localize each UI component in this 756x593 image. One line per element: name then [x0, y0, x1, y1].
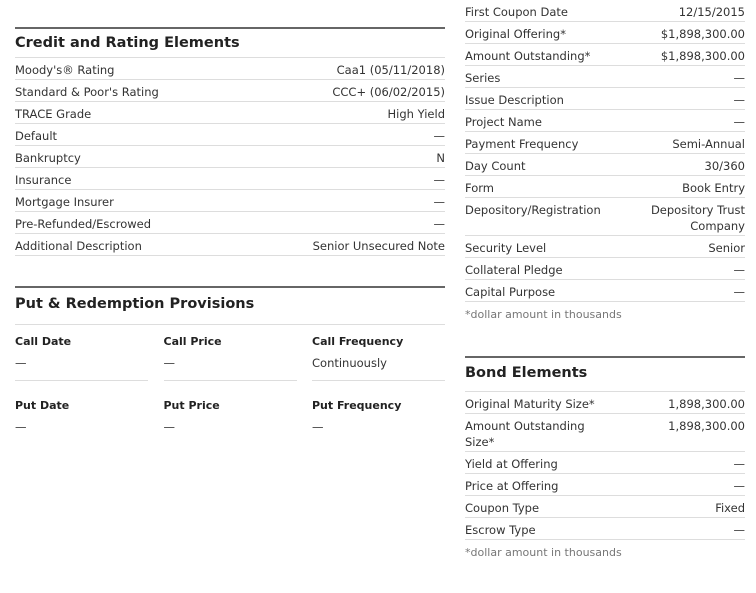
section-title: Credit and Rating Elements — [15, 29, 445, 58]
row-value: — — [433, 217, 445, 231]
call-frequency-cell — [312, 325, 445, 381]
collateral-pledge-row — [465, 258, 745, 280]
row-value: Depository Trust Company — [650, 203, 745, 233]
row-value: 1,898,300.00 — [668, 419, 745, 433]
row-label: Mortgage Insurer — [15, 195, 114, 209]
row-label: Standard & Poor's Rating — [15, 85, 159, 99]
row-label: Issue Description — [465, 93, 564, 107]
payment-frequency-row — [465, 132, 745, 154]
footnote: *dollar amount in thousands — [465, 308, 622, 321]
row-label: Security Level — [465, 241, 547, 255]
series-row — [465, 66, 745, 88]
capital-purpose-row — [465, 280, 745, 302]
row-value: — — [733, 93, 745, 107]
original-offering-row — [465, 22, 745, 44]
security-level-row — [465, 236, 745, 258]
row-value: — — [733, 71, 745, 85]
row-label: Project Name — [465, 115, 542, 129]
call-date-label: Call Date — [15, 335, 72, 348]
footnote: *dollar amount in thousands — [465, 546, 622, 559]
put-redemption-section — [15, 286, 445, 444]
put-price-label: Put Price — [163, 399, 220, 412]
section-title: Put & Redemption Provisions — [15, 288, 445, 325]
day-count-row — [465, 154, 745, 176]
row-label: Original Maturity Size* — [465, 397, 595, 411]
row-label: Insurance — [15, 173, 72, 187]
form-row — [465, 176, 745, 198]
call-frequency-label: Call Frequency — [312, 335, 404, 348]
row-label: Collateral Pledge — [465, 263, 563, 277]
original-maturity-size-row — [465, 392, 745, 414]
first-coupon-date-row — [465, 0, 745, 22]
row-value: 12/15/2015 — [678, 5, 745, 19]
right-column — [465, 0, 745, 559]
project-name-row — [465, 110, 745, 132]
bond-elements-section — [465, 356, 745, 559]
row-value: Book Entry — [682, 181, 745, 195]
sp-rating-row — [15, 80, 445, 102]
call-date-value: — — [15, 356, 27, 370]
row-value: 1,898,300.00 — [668, 397, 745, 411]
row-label: Amount Outstanding* — [465, 49, 591, 63]
row-label: Payment Frequency — [465, 137, 579, 151]
row-label: Form — [465, 181, 494, 195]
row-value: Caa1 (05/11/2018) — [336, 63, 445, 77]
call-price-cell — [164, 325, 297, 381]
issue-description-row — [465, 88, 745, 110]
row-value: 30/360 — [704, 159, 745, 173]
price-at-offering-row — [465, 474, 745, 496]
row-value: Semi-Annual — [672, 137, 745, 151]
row-label: First Coupon Date — [465, 5, 568, 19]
row-value: $1,898,300.00 — [660, 49, 745, 63]
row-label: Default — [15, 129, 58, 143]
row-value: — — [433, 195, 445, 209]
row-label: Pre-Refunded/Escrowed — [15, 217, 152, 231]
row-value: — — [733, 263, 745, 277]
moodys-rating-row — [15, 58, 445, 80]
row-label: Additional Description — [15, 239, 142, 253]
yield-at-offering-row — [465, 452, 745, 474]
row-value: High Yield — [387, 107, 445, 121]
row-value: Senior Unsecured Note — [312, 239, 445, 253]
row-value: — — [433, 129, 445, 143]
call-price-label: Call Price — [163, 335, 222, 348]
row-label: Series — [465, 71, 501, 85]
amount-outstanding-row — [465, 44, 745, 66]
row-value: $1,898,300.00 — [660, 27, 745, 41]
put-provisions-row — [15, 389, 445, 444]
trace-grade-row — [15, 102, 445, 124]
row-value: N — [436, 151, 445, 165]
row-label: TRACE Grade — [15, 107, 92, 121]
put-frequency-value: — — [312, 420, 324, 434]
left-column — [15, 0, 445, 444]
row-label: Escrow Type — [465, 523, 536, 537]
put-date-cell — [15, 389, 148, 444]
put-date-value: — — [15, 420, 27, 434]
additional-description-row — [15, 234, 445, 256]
call-date-cell — [15, 325, 148, 381]
row-label: Day Count — [465, 159, 526, 173]
row-label: Bankruptcy — [15, 151, 81, 165]
row-label: Coupon Type — [465, 501, 540, 515]
row-value: — — [733, 523, 745, 537]
row-label: Amount Outstanding Size* — [465, 419, 585, 449]
mortgage-insurer-row — [15, 190, 445, 212]
insurance-row — [15, 168, 445, 190]
put-frequency-cell — [312, 389, 445, 444]
put-price-cell — [164, 389, 297, 444]
depository-registration-row — [465, 198, 745, 236]
row-value: CCC+ (06/02/2015) — [332, 85, 445, 99]
row-label: Moody's® Rating — [15, 63, 115, 77]
row-label: Original Offering* — [465, 27, 566, 41]
row-value: — — [733, 285, 745, 299]
call-price-value: — — [163, 356, 175, 370]
row-value: Senior — [708, 241, 745, 255]
credit-rating-section — [15, 27, 445, 256]
issue-elements-list — [465, 0, 745, 321]
row-value: Fixed — [715, 501, 745, 515]
row-label: Price at Offering — [465, 479, 559, 493]
row-value: — — [433, 173, 445, 187]
row-label: Depository/Registration — [465, 203, 601, 217]
default-row — [15, 124, 445, 146]
bankruptcy-row — [15, 146, 445, 168]
row-label: Capital Purpose — [465, 285, 556, 299]
call-frequency-value: Continuously — [312, 356, 387, 370]
pre-refunded-row — [15, 212, 445, 234]
call-provisions-row — [15, 325, 445, 381]
row-value: — — [733, 115, 745, 129]
coupon-type-row — [465, 496, 745, 518]
row-label: Yield at Offering — [465, 457, 558, 471]
put-price-value: — — [163, 420, 175, 434]
put-date-label: Put Date — [15, 399, 70, 412]
escrow-type-row — [465, 518, 745, 540]
put-frequency-label: Put Frequency — [312, 399, 402, 412]
section-title: Bond Elements — [465, 358, 745, 392]
row-value: — — [733, 479, 745, 493]
amount-outstanding-size-row — [465, 414, 745, 452]
row-value: — — [733, 457, 745, 471]
